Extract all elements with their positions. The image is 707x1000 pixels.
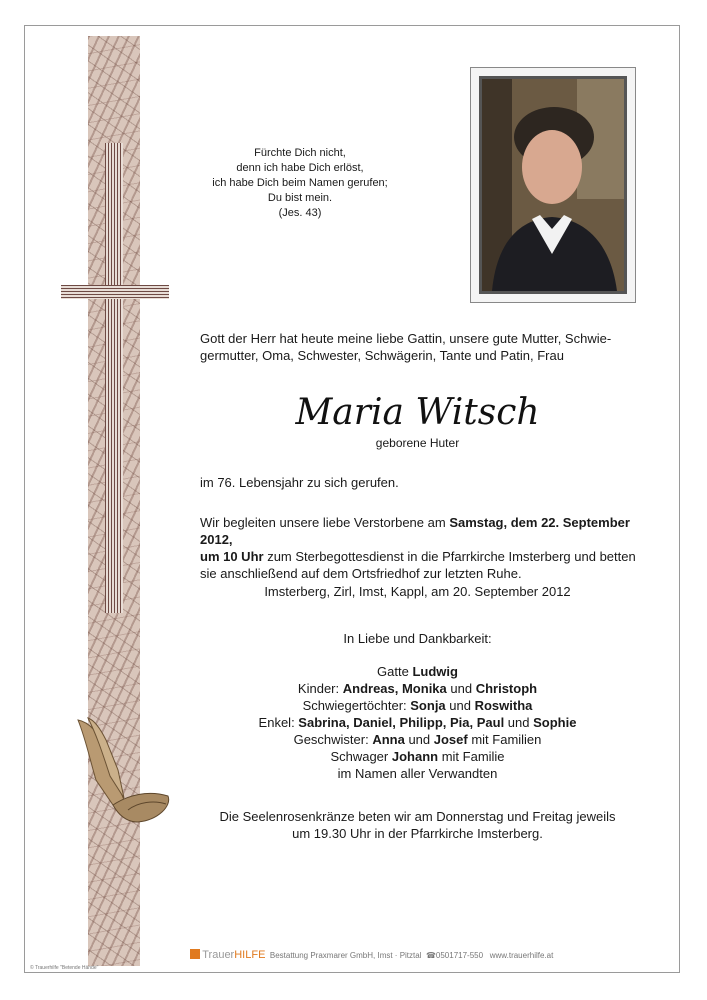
conjunction: und — [504, 715, 534, 730]
label: Schwager — [330, 749, 392, 764]
rosary-info — [200, 808, 635, 842]
family-list — [200, 663, 635, 782]
verse-line: Fürchte Dich nicht, — [254, 147, 346, 159]
inlaw-name: Roswitha — [474, 698, 533, 713]
family-grandchildren — [200, 714, 635, 731]
grandchildren-names: Sabrina, Daniel, Philipp, Pia, Paul — [298, 715, 505, 730]
rosary-line: um 19.30 Uhr in der Pfarrkirche Imsterberg. — [292, 826, 543, 841]
conjunction: und — [446, 681, 476, 696]
family-relatives: im Namen aller Verwandten — [337, 766, 498, 781]
verse-line: ich habe Dich beim Namen gerufen; — [212, 177, 388, 189]
child-name: Christoph — [475, 681, 538, 696]
cross-vertical-beam — [105, 143, 123, 613]
label: Enkel: — [258, 715, 299, 730]
brand-part: HILFE — [234, 949, 266, 961]
label: Gatte — [377, 664, 413, 679]
verse-reference: (Jes. 43) — [278, 207, 322, 219]
family-siblings — [200, 731, 635, 748]
brother-in-law-name: Johann — [391, 749, 439, 764]
maiden-name: geborene Huter — [375, 436, 460, 450]
age-text: im 76. Lebensjahr zu sich gerufen. — [200, 475, 399, 490]
footer — [190, 949, 553, 961]
bible-verse — [200, 146, 400, 221]
cross-horizontal-beam — [61, 285, 169, 299]
portrait-image — [482, 79, 624, 291]
verse-line: Du bist mein. — [267, 192, 333, 204]
family-inlaws — [200, 697, 635, 714]
gratitude-heading: In Liebe und Dankbarkeit: — [343, 631, 492, 646]
funeral-details — [200, 514, 645, 582]
phone-icon: ☎ — [425, 951, 436, 960]
inlaw-name: Sonja — [410, 698, 446, 713]
copyright-note: © Trauerhilfe "Betende Hände" — [30, 965, 99, 971]
company-name: Bestattung Praxmarer GmbH, Imst · Pitztal — [269, 951, 422, 960]
family-brother-in-law — [200, 748, 635, 765]
sibling-name: Josef — [433, 732, 468, 747]
label: Kinder: — [297, 681, 343, 696]
deceased-name: Maria Witsch — [295, 392, 540, 433]
family-children — [200, 680, 635, 697]
place-date: Imsterberg, Zirl, Imst, Kappl, am 20. September 2012 — [264, 584, 571, 599]
children-names: Andreas, Monika — [342, 681, 447, 696]
grandchild-name: Sophie — [533, 715, 577, 730]
spouse-name: Ludwig — [412, 664, 458, 679]
funeral-time: um 10 Uhr — [200, 549, 264, 564]
label: Schwiegertöchter: — [302, 698, 411, 713]
intro-line: germutter, Oma, Schwester, Schwägerin, Tante und Patin, Frau — [200, 348, 564, 363]
brand-name — [202, 949, 265, 961]
rosary-line: Die Seelenrosenkränze beten wir am Donnerstag und Freitag jeweils — [219, 809, 616, 824]
funeral-date: Samstag, dem 22. September 2012, — [200, 515, 630, 547]
website-link[interactable]: www.trauerhilfe.at — [489, 951, 554, 960]
funeral-text: sie anschließend auf dem Ortsfriedhof zur letzten Ruhe. — [200, 566, 522, 581]
portrait-photo — [479, 76, 627, 294]
label: Geschwister: — [293, 732, 373, 747]
family-spouse — [200, 663, 635, 680]
brand-logo-icon — [190, 949, 200, 959]
suffix: mit Familie — [438, 749, 505, 764]
praying-hands-icon — [58, 710, 178, 830]
phone-number: 0501717-550 — [435, 951, 484, 960]
sibling-name: Anna — [372, 732, 405, 747]
intro-text — [200, 330, 640, 364]
funeral-text: zum Sterbegottesdienst in die Pfarrkirche Imsterberg und betten — [263, 549, 636, 564]
brand-part: Trauer — [202, 949, 235, 961]
funeral-text: Wir begleiten unsere liebe Verstorbene am — [200, 515, 450, 530]
verse-line: denn ich habe Dich erlöst, — [236, 162, 364, 174]
conjunction: und — [404, 732, 434, 747]
conjunction: und — [445, 698, 475, 713]
intro-line: Gott der Herr hat heute meine liebe Gattin, unsere gute Mutter, Schwie- — [200, 331, 612, 346]
suffix: mit Familien — [467, 732, 542, 747]
portrait-frame — [470, 67, 636, 303]
